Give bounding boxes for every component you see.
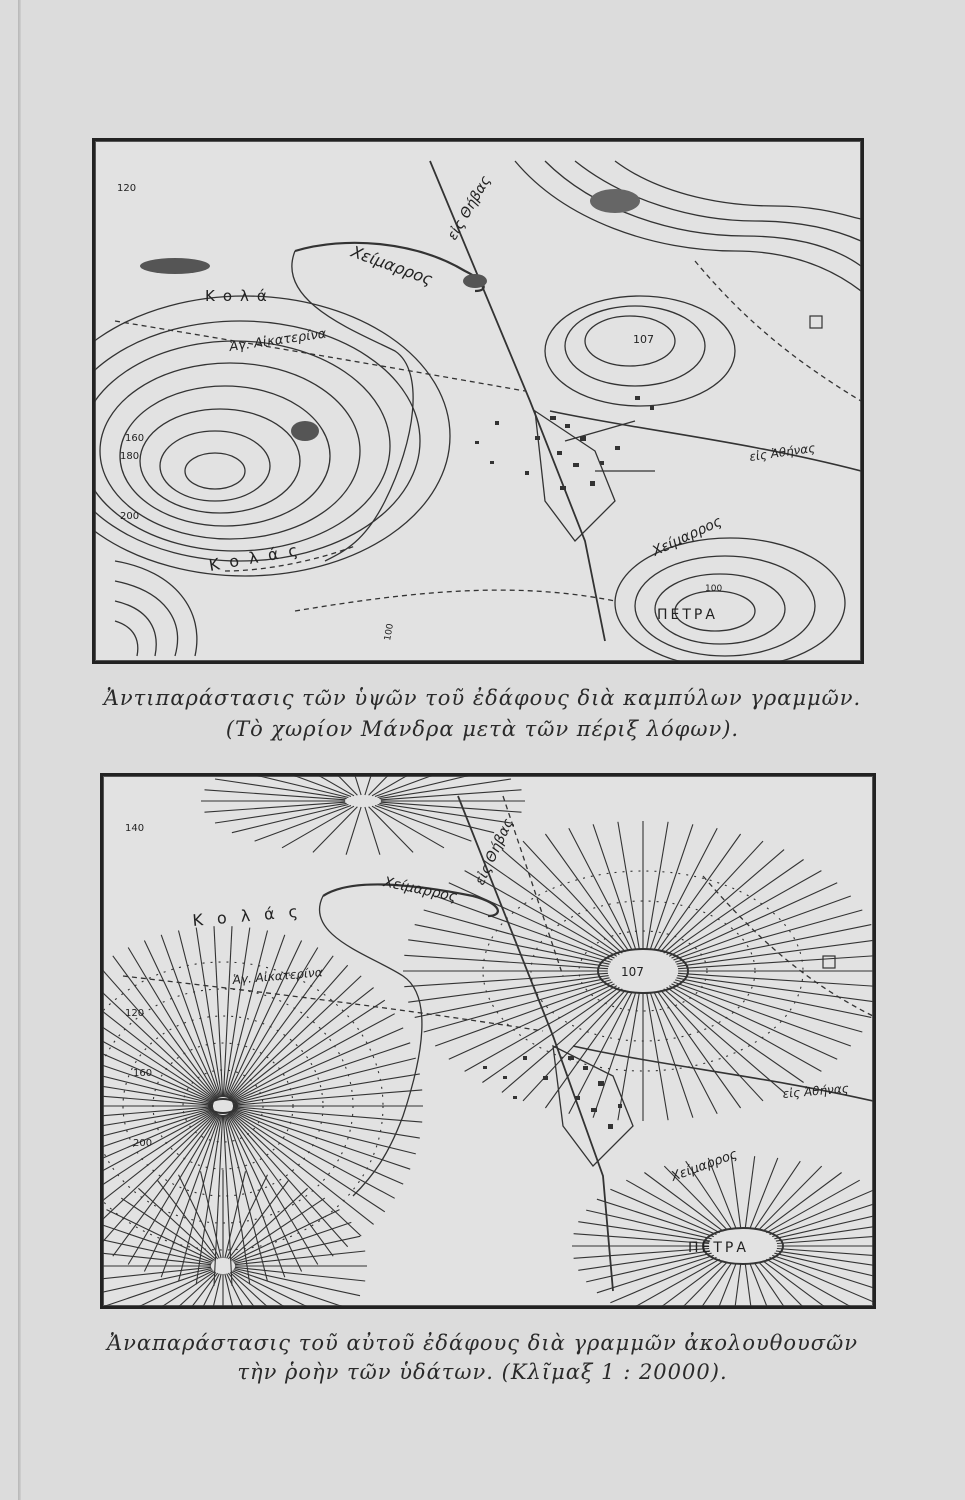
hachure-line — [766, 1180, 859, 1233]
label-ag-aikaterina: Ἁγ. Αἰκατερίνα — [228, 326, 328, 355]
hachure-line — [597, 1255, 714, 1292]
label-hill-107: 107 — [633, 333, 654, 346]
hachure-line — [113, 956, 218, 1099]
hachure-line — [235, 1251, 365, 1265]
hachure-line — [121, 1198, 214, 1260]
hachure-line — [435, 982, 612, 1046]
hachure-line — [232, 1111, 395, 1199]
label-contour-200: 200 — [120, 511, 140, 522]
label-hill-107-2: 107 — [621, 965, 644, 979]
hachure-line — [232, 1198, 325, 1260]
hachure-line — [674, 896, 851, 960]
hachure-map-drawing — [103, 776, 873, 1306]
hachure-line — [372, 776, 444, 796]
hachure-map — [100, 773, 876, 1309]
label-athens-road: εἰς Ἀθήνας — [748, 440, 816, 464]
hachure-line — [232, 1109, 410, 1169]
hachure-line — [745, 1156, 754, 1228]
hachure-line — [661, 990, 763, 1101]
hachure-line — [282, 776, 354, 796]
hachure-line — [674, 982, 851, 1046]
label-contour-120-2: 120 — [125, 1008, 145, 1019]
label-contour-180: 180 — [120, 451, 140, 462]
hachure-line — [313, 807, 358, 853]
hachure-line — [231, 1111, 385, 1212]
hachure-line — [686, 1263, 732, 1306]
hachure-line — [232, 1014, 395, 1102]
hachure-line — [233, 1090, 422, 1105]
hachure-line — [772, 1199, 873, 1236]
hachure-line — [750, 1264, 778, 1306]
hachure-line — [225, 1115, 267, 1282]
hachure-line — [232, 1043, 410, 1103]
page-fold-edge — [18, 0, 21, 1500]
label-ag-aikaterina-2: Ἁγ. Αἰκατερίνα — [232, 965, 324, 987]
caption-top-line1: Ἀντιπαράστασις τῶν ὑψῶν τοῦ ἐδάφους διὰ καμπύλων γραμμῶν. — [103, 686, 862, 710]
hachure-line — [731, 1264, 740, 1306]
label-kolas: Κολάς — [207, 538, 309, 575]
hachure-line — [226, 935, 285, 1098]
hachure-line — [103, 1111, 214, 1199]
hachure-line — [435, 896, 612, 960]
southwest-contours — [115, 561, 197, 656]
hachure-line — [523, 841, 625, 952]
hachure-line — [708, 1264, 736, 1306]
hachure-line — [763, 1173, 842, 1232]
hachure-line — [234, 1270, 352, 1306]
hachure-line — [313, 776, 358, 795]
hachure-line — [113, 1114, 218, 1257]
contour-map-drawing — [95, 141, 861, 661]
hachure-line — [229, 1114, 334, 1257]
hachure-line — [103, 1251, 211, 1265]
label-contour-100-south: 100 — [383, 622, 396, 642]
label-petra: ΠΕΤΡΑ — [657, 607, 718, 623]
hachure-line — [365, 807, 380, 855]
hachure-line — [644, 1173, 723, 1232]
label-contour-100-petra: 100 — [705, 584, 723, 594]
hachure-line — [230, 1188, 308, 1259]
label-contour-160-2: 160 — [133, 1068, 153, 1079]
label-kola-top: Κολά — [205, 287, 275, 305]
northeast-contours — [515, 161, 861, 291]
label-cheimarros: Χείμαρρος — [348, 241, 436, 289]
hachure-line — [772, 1255, 873, 1292]
hachure-line — [369, 776, 414, 795]
hachure-line — [766, 1259, 859, 1306]
hill-107-contours — [545, 296, 735, 406]
hachure-line — [776, 1222, 873, 1241]
hachure-line — [233, 1210, 340, 1262]
label-thebes-road: εἰς Θήβας — [444, 173, 495, 243]
hachure-line — [232, 776, 349, 798]
hachure-line — [369, 807, 414, 853]
label-cheimarros-south-2: Χείμαρρος — [669, 1146, 740, 1185]
hachure-line — [225, 931, 267, 1098]
hachure-line — [745, 1264, 754, 1306]
hachure-line — [138, 1188, 216, 1259]
label-cheimarros-2: Χείμαρρος — [382, 874, 459, 906]
label-athens-road-2: εἰς Ἀθήνας — [782, 1081, 850, 1101]
map-marker-square-2 — [823, 956, 835, 968]
label-contour-200-2: 200 — [133, 1138, 153, 1149]
caption-top-line2: (Τὸ χωρίον Μάνδρα μετὰ τῶν πέριξ λόφων). — [225, 717, 740, 741]
label-contour-120: 120 — [117, 183, 137, 194]
hachure-line — [626, 1180, 719, 1233]
hachure-line — [776, 1251, 873, 1270]
hachure-line — [378, 776, 495, 798]
hachure-line — [755, 1263, 801, 1306]
label-kolas-2: Κολάς — [191, 900, 313, 930]
hachure-line — [103, 1267, 211, 1281]
label-contour-140-2: 140 — [125, 823, 145, 834]
hachure-line — [231, 1000, 385, 1100]
label-cheimarros-south: Χείμαρρος — [649, 513, 725, 560]
caption-bottom-line2: τὴν ῥοὴν τῶν ὑδάτων. (Κλῖμαξ 1 : 20000). — [237, 1360, 728, 1384]
hachure-line — [107, 1210, 214, 1262]
hachure-line — [661, 841, 763, 952]
hachure-line — [179, 931, 221, 1098]
map-marker-square — [810, 316, 822, 328]
hachure-line — [346, 807, 361, 855]
caption-bottom-line1: Ἀναπαράστασις τοῦ αὐτοῦ ἐδάφους διὰ γραμμῶν ἀκολουθουσῶν — [106, 1331, 859, 1355]
hachure-line — [103, 1014, 214, 1102]
contour-map — [92, 138, 864, 664]
hachure-line — [161, 935, 220, 1098]
hachure-line — [103, 1270, 212, 1306]
petra-contours — [615, 538, 845, 661]
hachure-line — [731, 1156, 740, 1228]
hachure-line — [179, 1115, 221, 1282]
hachure-line — [750, 1158, 778, 1229]
hachure-line — [626, 1259, 719, 1306]
label-petra-2: ΠΕΤΡΑ — [688, 1240, 749, 1256]
hachure-line — [597, 1199, 714, 1236]
label-thebes-road-2: εἰς Θήβας — [472, 816, 517, 888]
label-contour-160: 160 — [125, 433, 145, 444]
hachure-line — [578, 1222, 710, 1241]
